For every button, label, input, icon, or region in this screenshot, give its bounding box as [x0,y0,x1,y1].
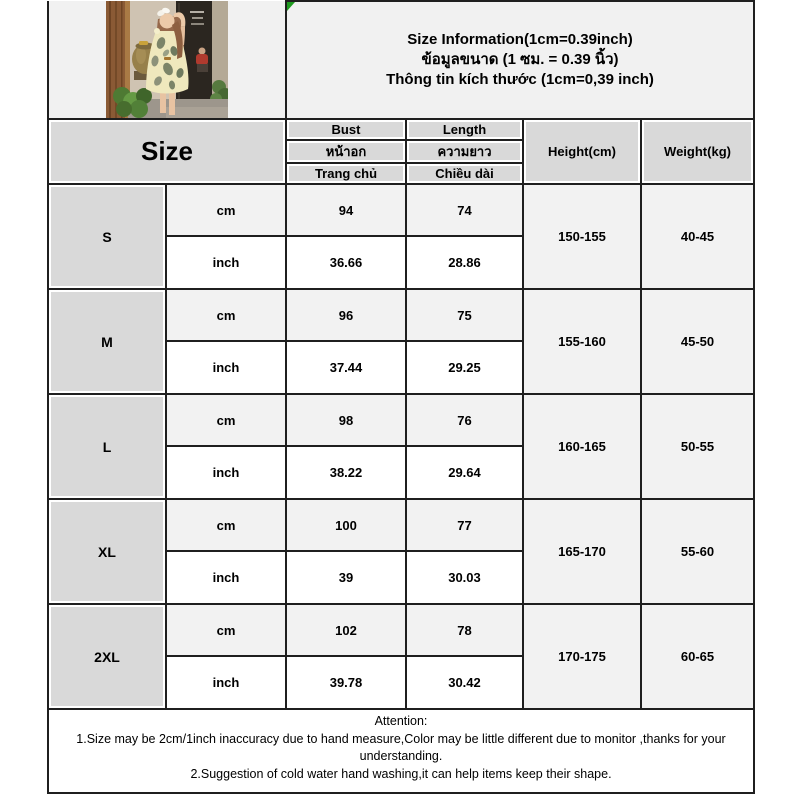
length-inch-value: 30.42 [406,656,523,709]
height-column-header: Height(cm) [523,119,641,184]
table-row [48,499,754,551]
size-label: L [48,394,166,499]
unit-label: cm [166,289,286,341]
bust-cm-value: 98 [286,394,406,446]
weight-column-header: Weight(kg) [641,119,754,184]
bust-inch-value: 36.66 [286,236,406,289]
unit-label: inch [166,551,286,604]
attention-title: Attention: [374,714,428,728]
attention-line-1: 1.Size may be 2cm/1inch inaccuracy due to hand measure,Color may be little different due to monitor ,thanks for your understanding. [76,731,726,763]
bust-inch-value: 38.22 [286,446,406,499]
weight-range: 50-55 [641,394,754,499]
unit-label: inch [166,236,286,289]
bust-cm-value: 102 [286,604,406,656]
length-header-th: ความยาว [406,140,523,163]
size-label: M [48,289,166,394]
length-cm-value: 75 [406,289,523,341]
length-cm-value: 76 [406,394,523,446]
unit-label: cm [166,499,286,551]
size-column-header: Size [48,119,286,184]
size-label: XL [48,499,166,604]
bust-header-vi: Trang chủ [286,163,406,184]
unit-label: cm [166,394,286,446]
height-range: 170-175 [523,604,641,709]
length-cm-value: 77 [406,499,523,551]
table-row [48,604,754,656]
unit-label: inch [166,341,286,394]
product-photo [106,1,228,118]
unit-label: inch [166,656,286,709]
bust-header-th: หน้าอก [286,140,406,163]
height-range: 165-170 [523,499,641,604]
title-vietnamese: Thông tin kích thước (1cm=0,39 inch) [386,71,654,88]
attention-row [48,709,754,793]
length-inch-value: 29.25 [406,341,523,394]
bust-inch-value: 39 [286,551,406,604]
title-english: Size Information(1cm=0.39inch) [407,31,633,48]
height-range: 150-155 [523,184,641,289]
unit-label: inch [166,446,286,499]
corner-flag-icon [287,2,295,11]
size-info-title-cell [286,1,754,119]
bust-header-en: Bust [286,119,406,140]
top-row [48,1,754,119]
length-cm-value: 74 [406,184,523,236]
length-header-en: Length [406,119,523,140]
weight-range: 60-65 [641,604,754,709]
bust-inch-value: 37.44 [286,341,406,394]
length-header-vi: Chiều dài [406,163,523,184]
table-row [48,394,754,446]
product-photo-cell [48,1,286,119]
bust-cm-value: 96 [286,289,406,341]
size-chart-table [47,0,755,794]
attention-line-2: 2.Suggestion of cold water hand washing,it can help items keep their shape. [190,766,612,781]
weight-range: 45-50 [641,289,754,394]
unit-label: cm [166,604,286,656]
bust-cm-value: 100 [286,499,406,551]
length-cm-value: 78 [406,604,523,656]
length-inch-value: 29.64 [406,446,523,499]
table-row [48,184,754,236]
weight-range: 55-60 [641,499,754,604]
bust-cm-value: 94 [286,184,406,236]
unit-label: cm [166,184,286,236]
header-row-en [48,119,754,140]
weight-range: 40-45 [641,184,754,289]
title-thai: ข้อมูลขนาด (1 ซม. = 0.39 นิ้ว) [421,51,619,68]
height-range: 160-165 [523,394,641,499]
table-row [48,289,754,341]
length-inch-value: 28.86 [406,236,523,289]
height-range: 155-160 [523,289,641,394]
bust-inch-value: 39.78 [286,656,406,709]
size-label: S [48,184,166,289]
size-label: 2XL [48,604,166,709]
attention-cell [48,709,754,793]
length-inch-value: 30.03 [406,551,523,604]
